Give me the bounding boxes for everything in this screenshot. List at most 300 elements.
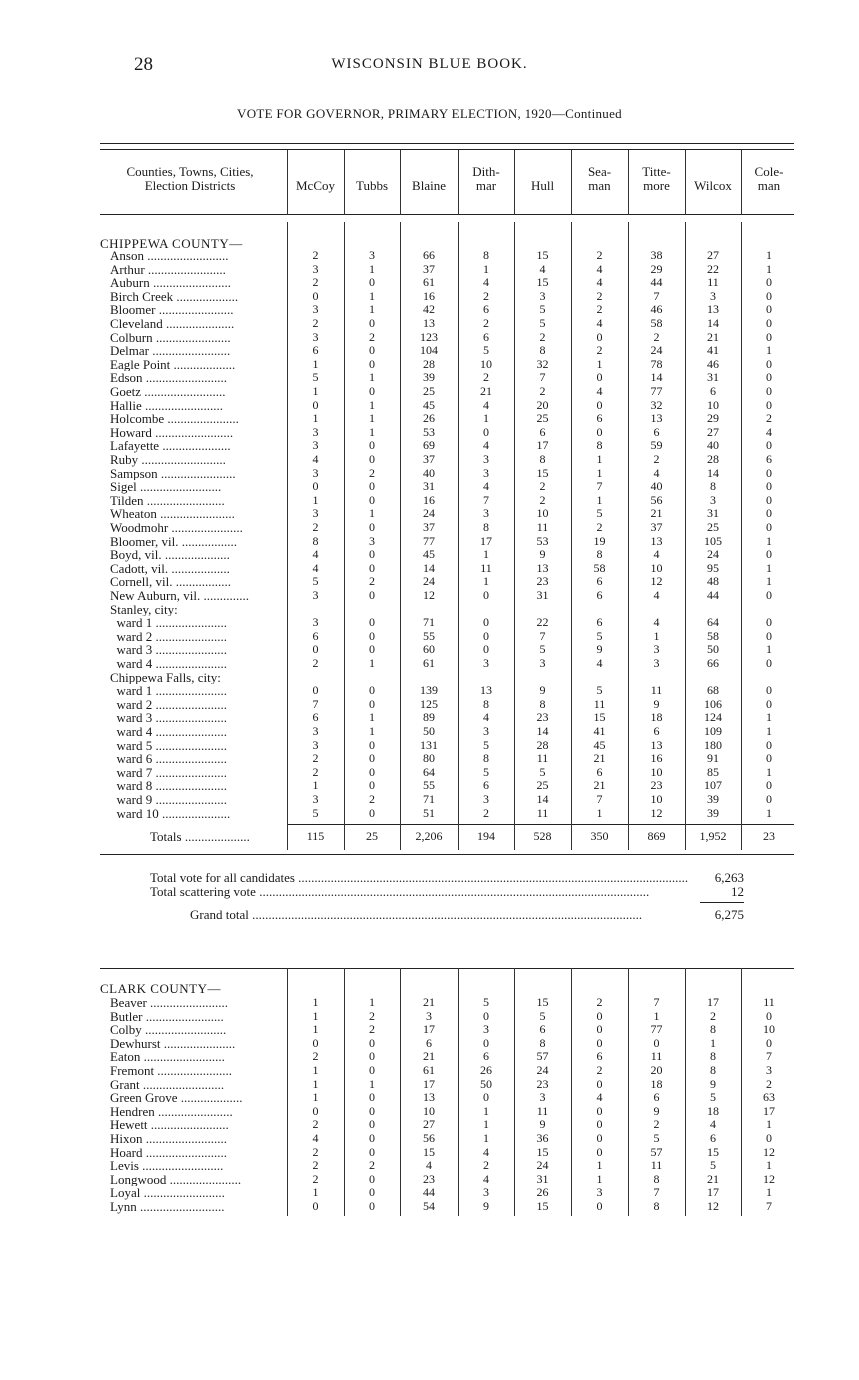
vote-cell: 13 <box>480 683 492 698</box>
row-label: ward 5 ...................... <box>110 738 227 753</box>
vote-cell: 123 <box>420 329 438 344</box>
vote-cell: 7 <box>766 1199 772 1213</box>
vote-cell: 8 <box>710 1049 716 1064</box>
vote-cell: 46 <box>707 356 719 371</box>
column-divider <box>685 222 686 824</box>
vote-cell: 2 <box>483 288 489 303</box>
vote-cell: 1 <box>369 411 375 426</box>
vote-cell: 4 <box>596 384 603 398</box>
vote-cell: 4 <box>312 452 319 466</box>
row-label: ward 2 ...................... <box>110 629 227 644</box>
vote-cell: 17 <box>707 1185 719 1200</box>
vote-cell: 3 <box>312 261 319 276</box>
vote-cell: 55 <box>423 778 435 793</box>
vote-cell: 1 <box>596 452 603 466</box>
total-cell: 115 <box>306 829 325 844</box>
row-label: Eaton ......................... <box>110 1050 225 1064</box>
vote-cell: 2 <box>312 275 319 290</box>
vote-cell: 1 <box>483 411 489 426</box>
column-divider <box>628 150 629 215</box>
vote-cell: 1 <box>596 1171 603 1186</box>
vote-cell: 0 <box>369 628 375 643</box>
vote-cell: 6 <box>596 615 603 630</box>
vote-cell: 39 <box>707 792 719 806</box>
vote-cell: 0 <box>312 1199 319 1213</box>
vote-cell: 2 <box>312 316 319 330</box>
vote-cell: 2 <box>596 343 603 358</box>
vote-cell: 21 <box>423 995 435 1009</box>
vote-cell: 7 <box>653 288 660 303</box>
vote-cell: 15 <box>593 710 606 725</box>
vote-cell: 1 <box>369 370 375 385</box>
vote-cell: 3 <box>766 1063 772 1077</box>
vote-cell: 11 <box>536 1103 549 1118</box>
vote-cell: 6 <box>596 411 603 426</box>
vote-cell: 0 <box>369 479 375 494</box>
vote-cell: 4 <box>653 615 660 630</box>
vote-cell: 3 <box>426 1008 432 1023</box>
vote-cell: 0 <box>369 1131 375 1145</box>
vote-cell: 0 <box>596 397 603 412</box>
vote-cell: 13 <box>423 316 435 330</box>
vote-cell: 131 <box>420 737 438 752</box>
vote-cell: 10 <box>650 792 663 806</box>
vote-cell: 2 <box>312 1158 319 1173</box>
vote-cell: 61 <box>423 1063 435 1077</box>
vote-cell: 0 <box>766 356 772 371</box>
row-label: Green Grove ................... <box>110 1091 243 1105</box>
vote-cell: 15 <box>536 1199 549 1213</box>
vote-cell: 19 <box>593 533 606 548</box>
vote-cell: 1 <box>483 574 489 589</box>
vote-cell: 14 <box>707 316 719 330</box>
vote-cell: 31 <box>423 479 435 494</box>
vote-cell: 2 <box>312 1049 319 1064</box>
vote-cell: 3 <box>653 656 660 670</box>
vote-cell: 1 <box>369 995 375 1009</box>
vote-cell: 0 <box>312 642 319 657</box>
vote-cell: 6 <box>539 424 546 439</box>
vote-cell: 6 <box>312 710 319 725</box>
vote-cell: 15 <box>536 1144 549 1159</box>
vote-cell: 0 <box>369 1171 375 1186</box>
vote-cell: 5 <box>539 302 546 317</box>
vote-cell: 13 <box>423 1090 435 1105</box>
vote-cell: 7 <box>766 1049 772 1064</box>
column-divider <box>685 150 686 215</box>
vote-cell: 1 <box>369 656 375 670</box>
total-cell: 23 <box>763 829 775 844</box>
row-label: ward 3 ...................... <box>110 643 227 657</box>
vote-cell: 3 <box>312 506 319 521</box>
total-cell: 1,952 <box>699 829 727 844</box>
vote-cell: 0 <box>312 683 319 698</box>
vote-cell: 10 <box>650 560 663 575</box>
row-label: Colby ......................... <box>110 1023 227 1037</box>
vote-cell: 3 <box>483 506 489 521</box>
row-label: ward 6 ...................... <box>110 752 227 766</box>
vote-cell: 2 <box>369 574 375 589</box>
vote-cell: 29 <box>707 411 719 426</box>
vote-cell: 0 <box>369 751 375 766</box>
vote-cell: 2 <box>710 1008 716 1023</box>
vote-cell: 3 <box>483 792 489 806</box>
vote-cell: 2 <box>539 329 546 344</box>
vote-cell: 2 <box>539 492 546 507</box>
vote-cell: 26 <box>423 411 435 426</box>
vote-cell: 31 <box>707 370 719 385</box>
column-divider <box>458 824 459 850</box>
grand-total-label: Grand total ........................................................................................................................ <box>190 907 643 923</box>
candidate-header: Cole- man <box>754 164 784 193</box>
vote-cell: 139 <box>420 683 438 698</box>
vote-cell: 3 <box>312 465 319 480</box>
row-label: ward 10 ..................... <box>110 806 231 821</box>
vote-cell: 2 <box>596 995 603 1009</box>
vote-cell: 1 <box>312 492 319 507</box>
vote-cell: 61 <box>423 656 435 670</box>
vote-cell: 17 <box>423 1022 435 1037</box>
row-label: Hixon ......................... <box>110 1132 227 1146</box>
total-cell: 869 <box>647 829 666 844</box>
row-label: Howard ........................ <box>110 425 234 440</box>
vote-cell: 18 <box>707 1103 719 1118</box>
vote-cell: 45 <box>423 397 435 412</box>
total-cell: 25 <box>366 829 378 844</box>
vote-cell: 27 <box>707 424 719 439</box>
vote-cell: 8 <box>539 696 546 711</box>
vote-cell: 6 <box>312 628 319 643</box>
row-label: Stanley, city: <box>110 602 178 617</box>
vote-cell: 0 <box>369 1035 375 1050</box>
candidate-header: Blaine <box>412 178 446 193</box>
vote-cell: 14 <box>536 792 549 806</box>
district-column-header: Counties, Towns, Cities, Election Districts <box>126 164 254 193</box>
vote-cell: 0 <box>369 1144 375 1159</box>
vote-cell: 2 <box>483 316 489 330</box>
vote-cell: 2 <box>653 1117 660 1132</box>
vote-cell: 4 <box>483 397 489 412</box>
vote-cell: 22 <box>536 615 549 630</box>
vote-cell: 5 <box>483 343 489 358</box>
column-divider <box>741 824 742 850</box>
vote-cell: 1 <box>766 248 772 262</box>
vote-cell: 1 <box>483 1117 489 1132</box>
row-label: Ruby .......................... <box>110 453 226 467</box>
vote-cell: 11 <box>536 751 549 766</box>
vote-cell: 8 <box>596 438 603 453</box>
row-label: Sigel ......................... <box>110 480 222 494</box>
vote-cell: 1 <box>312 1022 319 1037</box>
row-label: Auburn ........................ <box>110 276 231 290</box>
vote-cell: 3 <box>312 615 319 630</box>
row-label: Anson ......................... <box>110 249 229 263</box>
vote-cell: 5 <box>539 316 546 330</box>
vote-cell: 2 <box>312 1171 319 1186</box>
vote-cell: 1 <box>312 1076 319 1091</box>
row-label: Loyal ......................... <box>110 1186 225 1200</box>
column-divider <box>400 824 401 850</box>
vote-cell: 4 <box>483 710 489 725</box>
vote-cell: 6 <box>766 452 772 466</box>
vote-cell: 4 <box>653 547 660 562</box>
vote-cell: 17 <box>763 1103 775 1118</box>
vote-cell: 24 <box>536 1063 549 1077</box>
vote-cell: 95 <box>707 560 719 575</box>
column-divider <box>344 222 345 824</box>
vote-cell: 54 <box>423 1199 435 1213</box>
vote-cell: 2 <box>539 384 546 398</box>
vote-cell: 46 <box>650 302 663 317</box>
vote-cell: 2 <box>596 288 603 303</box>
vote-cell: 0 <box>312 397 319 412</box>
vote-cell: 5 <box>710 1158 716 1173</box>
vote-cell: 2 <box>766 1076 772 1091</box>
vote-cell: 6 <box>596 1049 603 1064</box>
column-divider <box>287 968 288 1216</box>
vote-cell: 11 <box>480 560 492 575</box>
vote-cell: 42 <box>423 302 435 317</box>
vote-cell: 39 <box>423 370 435 385</box>
vote-cell: 26 <box>536 1185 549 1200</box>
vote-cell: 5 <box>312 805 319 820</box>
row-label: ward 1 ...................... <box>110 616 227 630</box>
vote-cell: 2 <box>312 656 319 670</box>
vote-cell: 10 <box>763 1022 775 1037</box>
vote-cell: 3 <box>483 656 489 670</box>
vote-cell: 1 <box>312 778 319 793</box>
vote-cell: 3 <box>312 588 319 602</box>
vote-cell: 1 <box>369 1076 375 1091</box>
vote-cell: 12 <box>650 805 663 820</box>
vote-cell: 4 <box>483 275 489 290</box>
vote-cell: 3 <box>483 1185 489 1200</box>
vote-cell: 1 <box>596 465 603 480</box>
column-divider <box>344 150 345 215</box>
vote-cell: 2 <box>369 1022 375 1037</box>
vote-cell: 9 <box>539 683 546 698</box>
vote-cell: 58 <box>650 316 663 330</box>
vote-cell: 23 <box>423 1171 435 1186</box>
vote-cell: 0 <box>369 492 375 507</box>
vote-cell: 21 <box>650 506 663 521</box>
vote-cell: 106 <box>704 696 722 711</box>
vote-cell: 3 <box>539 288 546 303</box>
vote-cell: 77 <box>423 533 435 548</box>
vote-cell: 25 <box>707 520 719 534</box>
vote-cell: 24 <box>650 343 663 358</box>
vote-cell: 1 <box>766 1158 772 1173</box>
vote-cell: 1 <box>596 356 603 371</box>
vote-cell: 41 <box>593 724 606 738</box>
vote-cell: 3 <box>483 724 489 738</box>
vote-cell: 1 <box>653 1008 660 1023</box>
column-divider <box>741 222 742 824</box>
vote-cell: 40 <box>650 479 663 494</box>
vote-cell: 7 <box>653 1185 660 1200</box>
row-label: Arthur ........................ <box>110 262 226 277</box>
vote-cell: 107 <box>704 778 722 793</box>
column-divider <box>628 968 629 1216</box>
vote-cell: 50 <box>423 724 435 738</box>
vote-cell: 3 <box>539 1090 546 1105</box>
vote-cell: 44 <box>707 588 719 602</box>
vote-cell: 3 <box>483 452 489 466</box>
vote-cell: 7 <box>312 696 319 711</box>
vote-cell: 1 <box>369 424 375 439</box>
column-divider <box>287 824 288 850</box>
vote-cell: 3 <box>539 656 546 670</box>
vote-cell: 2 <box>312 520 319 534</box>
vote-cell: 0 <box>766 615 772 630</box>
vote-cell: 4 <box>596 316 603 330</box>
vote-cell: 21 <box>707 329 719 344</box>
candidate-header: McCoy <box>296 178 335 193</box>
vote-cell: 5 <box>653 1131 660 1145</box>
vote-cell: 0 <box>766 397 772 412</box>
header-rule <box>100 149 794 150</box>
vote-cell: 25 <box>423 384 435 398</box>
column-divider <box>741 150 742 215</box>
row-label: Tilden ........................ <box>110 493 225 508</box>
vote-cell: 28 <box>707 452 719 466</box>
vote-cell: 6 <box>653 724 660 738</box>
column-divider <box>571 150 572 215</box>
row-label: Longwood ...................... <box>110 1172 242 1187</box>
running-head: WISCONSIN BLUE BOOK. <box>331 56 528 72</box>
column-divider <box>514 150 515 215</box>
vote-cell: 2 <box>653 452 660 466</box>
vote-cell: 6 <box>596 764 603 779</box>
vote-cell: 24 <box>423 574 435 589</box>
vote-cell: 5 <box>483 737 489 752</box>
row-label: ward 8 ...................... <box>110 779 227 793</box>
vote-cell: 8 <box>653 1199 660 1213</box>
row-label: Eagle Point ................... <box>110 357 236 372</box>
vote-cell: 2 <box>312 1144 319 1159</box>
vote-cell: 2 <box>596 520 603 534</box>
row-label: Holcombe ...................... <box>110 412 239 426</box>
total-all-label: Total vote for all candidates ........................................................................................................................ <box>150 870 689 886</box>
column-divider <box>287 150 288 215</box>
vote-cell: 53 <box>423 424 435 439</box>
vote-cell: 5 <box>539 642 546 657</box>
row-label: Cleveland ..................... <box>110 317 235 331</box>
vote-cell: 2 <box>312 248 319 262</box>
vote-cell: 3 <box>312 329 319 344</box>
vote-cell: 9 <box>653 1103 660 1118</box>
vote-cell: 6 <box>312 343 319 358</box>
vote-cell: 2 <box>369 465 375 480</box>
vote-cell: 1 <box>766 261 772 276</box>
row-label: ward 4 ...................... <box>110 725 227 739</box>
vote-cell: 0 <box>766 329 772 344</box>
vote-cell: 0 <box>653 1035 660 1050</box>
vote-cell: 0 <box>596 1117 603 1132</box>
vote-cell: 14 <box>423 560 435 575</box>
vote-cell: 14 <box>536 724 549 738</box>
vote-cell: 2 <box>766 411 772 426</box>
vote-cell: 2 <box>653 329 660 344</box>
vote-cell: 3 <box>653 642 660 657</box>
vote-cell: 71 <box>423 615 435 630</box>
grand-total-value: 6,275 <box>714 907 744 923</box>
row-label: ward 2 ...................... <box>110 697 227 712</box>
vote-cell: 32 <box>536 356 549 371</box>
vote-cell: 40 <box>707 438 719 453</box>
vote-cell: 44 <box>423 1185 435 1200</box>
vote-cell: 124 <box>704 710 722 725</box>
vote-cell: 1 <box>312 1063 319 1077</box>
vote-cell: 1 <box>596 805 603 820</box>
candidate-header: Titte- more <box>642 164 671 193</box>
vote-cell: 6 <box>596 588 603 602</box>
totals-label: Totals .................... <box>150 830 250 844</box>
vote-cell: 15 <box>423 1144 435 1159</box>
vote-cell: 2 <box>539 479 546 494</box>
vote-cell: 0 <box>369 588 375 602</box>
row-label: Chippewa Falls, city: <box>110 670 221 685</box>
totals-rule <box>287 824 794 825</box>
vote-cell: 2 <box>596 1063 603 1077</box>
vote-cell: 28 <box>536 737 549 752</box>
vote-cell: 12 <box>650 574 663 589</box>
vote-cell: 1 <box>369 724 375 738</box>
totals-bottom-rule <box>100 854 794 855</box>
vote-cell: 1 <box>766 343 772 358</box>
vote-cell: 15 <box>707 1144 719 1159</box>
row-label: Woodmohr ...................... <box>110 521 243 535</box>
vote-cell: 2 <box>483 1158 489 1173</box>
vote-cell: 4 <box>483 1171 489 1186</box>
vote-cell: 11 <box>650 1049 663 1064</box>
vote-cell: 15 <box>536 995 549 1009</box>
vote-cell: 91 <box>707 751 719 766</box>
row-label: Levis ......................... <box>110 1159 224 1173</box>
total-cell: 194 <box>477 829 495 844</box>
vote-cell: 1 <box>766 642 772 657</box>
vote-cell: 57 <box>650 1144 663 1159</box>
vote-cell: 21 <box>480 384 492 398</box>
vote-cell: 8 <box>483 696 489 711</box>
vote-cell: 7 <box>539 628 546 643</box>
vote-cell: 13 <box>707 302 719 317</box>
row-label: Dewhurst ...................... <box>110 1036 236 1051</box>
vote-cell: 0 <box>369 452 375 466</box>
vote-cell: 0 <box>369 683 375 698</box>
vote-cell: 0 <box>766 492 772 507</box>
vote-cell: 1 <box>483 1131 489 1145</box>
vote-cell: 23 <box>536 574 549 589</box>
vote-cell: 1 <box>312 1008 319 1023</box>
vote-cell: 8 <box>539 343 546 358</box>
vote-cell: 2 <box>312 764 319 779</box>
vote-cell: 12 <box>763 1171 775 1186</box>
vote-cell: 71 <box>423 792 435 806</box>
vote-cell: 8 <box>539 1035 546 1050</box>
vote-cell: 0 <box>766 792 772 806</box>
vote-cell: 6 <box>653 424 660 439</box>
vote-cell: 2 <box>369 1008 375 1023</box>
vote-cell: 0 <box>369 1049 375 1064</box>
vote-cell: 4 <box>426 1158 432 1173</box>
vote-cell: 3 <box>312 792 319 806</box>
vote-cell: 0 <box>483 588 489 602</box>
vote-cell: 3 <box>312 424 319 439</box>
row-label: Delmar ........................ <box>110 344 231 358</box>
vote-cell: 1 <box>369 261 375 276</box>
row-label: Hendren ....................... <box>110 1104 233 1119</box>
